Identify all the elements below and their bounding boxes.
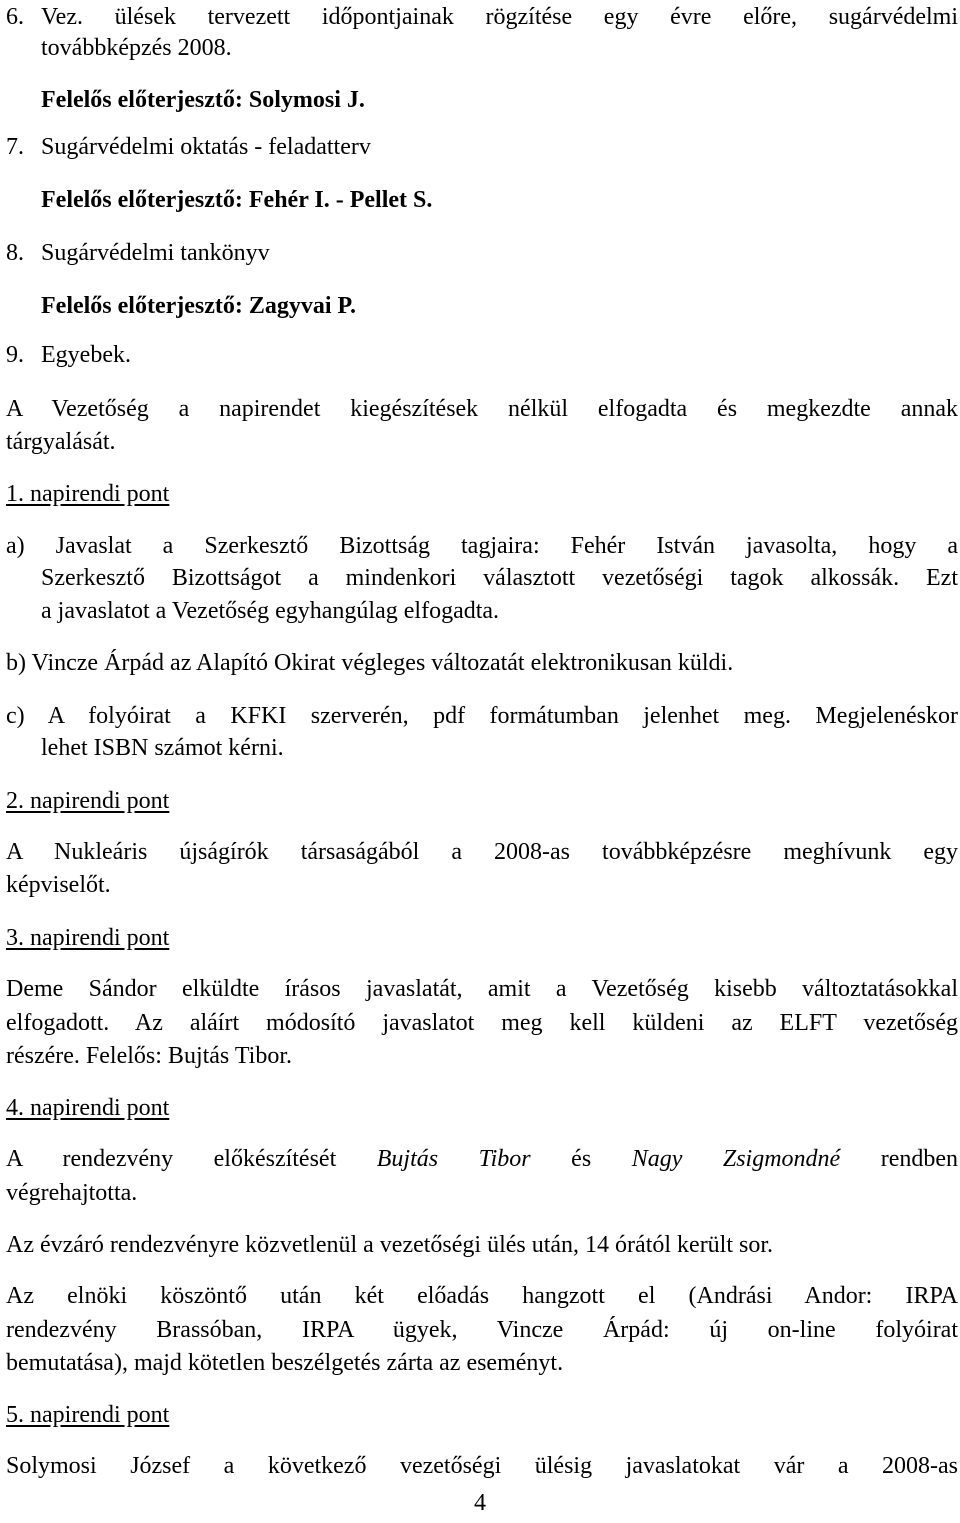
agenda-item-6-line1: Vez. ülések tervezett időpontjainak rögzítése egy évre előre, sugárvédelmi — [41, 4, 958, 30]
person-name-nagy: Nagy Zsigmondné — [631, 1146, 841, 1172]
point-2-line1: A Nukleáris újságírók társaságából a 2008-as továbbképzésre meghívunk egy — [6, 839, 958, 865]
agenda-item-7-responsible: Felelős előterjesztő: Fehér I. - Pellet S. — [41, 187, 433, 213]
agenda-item-6-number: 6. — [6, 4, 24, 30]
point-4-line1-text-b: rendben — [880, 1146, 959, 1172]
agenda-item-7-title: Sugárvédelmi oktatás - feladatterv — [41, 134, 371, 160]
point-5-heading: 5. napirendi pont — [6, 1402, 170, 1428]
agenda-item-9-title: Egyebek. — [41, 342, 131, 368]
agenda-item-9-number: 9. — [6, 342, 24, 368]
page-number: 4 — [474, 1490, 486, 1516]
agenda-item-8-number: 8. — [6, 240, 24, 266]
point-2-line2: képviselőt. — [6, 872, 111, 898]
point-4-line1-text-a: A rendezvény előkészítését — [6, 1146, 337, 1172]
point-3-heading: 3. napirendi pont — [6, 925, 170, 951]
point-3-line3: részére. Felelős: Bujtás Tibor. — [6, 1043, 292, 1069]
agenda-item-8-title: Sugárvédelmi tankönyv — [41, 240, 270, 266]
agenda-item-6-line2: továbbképzés 2008. — [41, 35, 232, 61]
point-5-line1: Solymosi József a következő vezetőségi ülésig javaslatokat vár a 2008-as — [6, 1453, 958, 1479]
agenda-item-6-responsible: Felelős előterjesztő: Solymosi J. — [41, 87, 365, 113]
point-4-heading: 4. napirendi pont — [6, 1095, 170, 1121]
point-1-heading: 1. napirendi pont — [6, 481, 170, 507]
agenda-item-7-number: 7. — [6, 134, 24, 160]
person-name-bujtas: Bujtás Tibor — [376, 1146, 531, 1172]
point-4-para3-line3: bemutatása), majd kötetlen beszélgetés zárta az eseményt. — [6, 1350, 564, 1376]
acceptance-line1: A Vezetőség a napirendet kiegészítések nélkül elfogadta és megkezdte annak — [6, 396, 958, 422]
point-1-a-line2: Szerkesztő Bizottságot a mindenkori választott vezetőségi tagok alkossák. Ezt — [41, 565, 958, 591]
point-1-a-line1: a) Javaslat a Szerkesztő Bizottság tagjaira: Fehér István javasolta, hogy a — [6, 533, 958, 559]
agenda-item-8-responsible: Felelős előterjesztő: Zagyvai P. — [41, 293, 357, 319]
point-4-para3-line1: Az elnöki köszöntő után két előadás hangzott el (Andrási Andor: IRPA — [6, 1283, 958, 1309]
point-4-line1 — [6, 1142, 958, 1176]
point-1-b: b) Vincze Árpád az Alapító Okirat végleges változatát elektronikusan küldi. — [6, 650, 734, 676]
point-3-line1: Deme Sándor elküldte írásos javaslatát, amit a Vezetőség kisebb változtatásokkal — [6, 976, 958, 1002]
point-4-line1-and: és — [571, 1146, 592, 1172]
point-1-c-line2: lehet ISBN számot kérni. — [41, 735, 284, 761]
point-4-para3-line2: rendezvény Brassóban, IRPA ügyek, Vincze Árpád: új on-line folyóirat — [6, 1317, 958, 1343]
point-2-heading: 2. napirendi pont — [6, 788, 170, 814]
acceptance-line2: tárgyalását. — [6, 429, 116, 455]
point-4-line2: végrehajtotta. — [6, 1180, 138, 1206]
point-1-c-line1: c) A folyóirat a KFKI szerverén, pdf formátumban jelenhet meg. Megjelenéskor — [6, 703, 958, 729]
point-4-para2: Az évzáró rendezvényre közvetlenül a vezetőségi ülés után, 14 órától került sor. — [6, 1232, 774, 1258]
point-1-a-line3: a javaslatot a Vezetőség egyhangúlag elfogadta. — [41, 598, 500, 624]
point-3-line2: elfogadott. Az aláírt módosító javaslatot meg kell küldeni az ELFT vezetőség — [6, 1010, 958, 1036]
